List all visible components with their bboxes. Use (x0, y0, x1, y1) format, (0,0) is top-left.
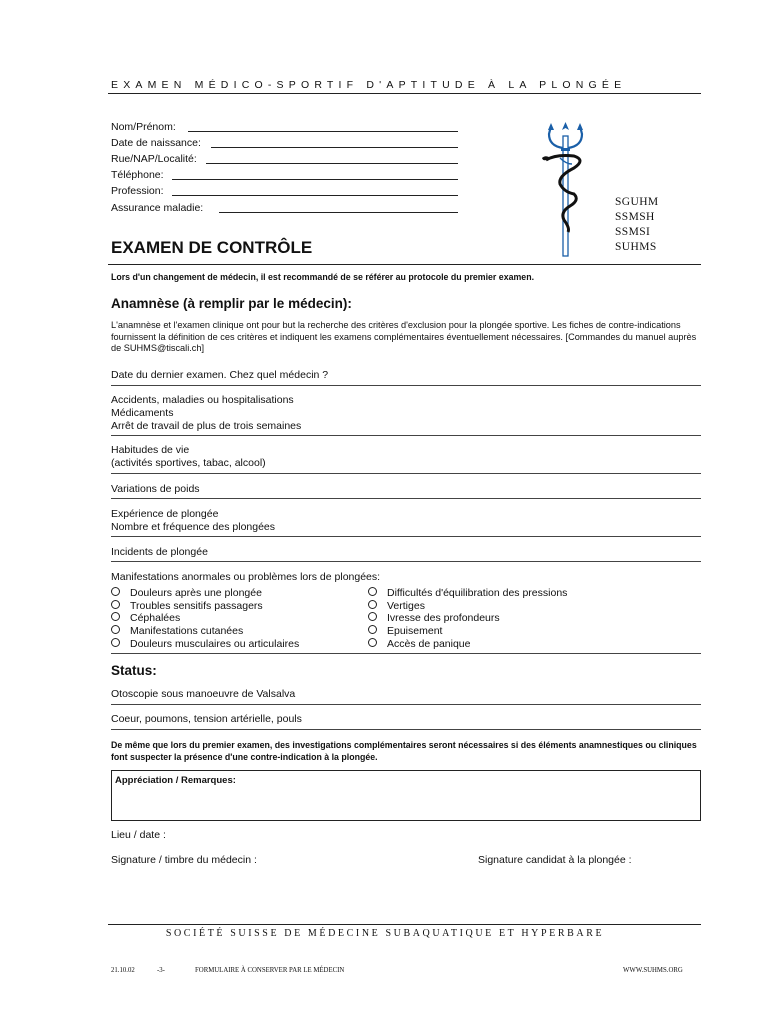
question-accidents: Accidents, maladies ou hospitalisations (111, 394, 294, 406)
status-cardio: Coeur, poumons, tension artérielle, pouls (111, 713, 302, 725)
answer-line[interactable] (111, 653, 701, 654)
appreciation-box[interactable] (111, 770, 701, 821)
question-habits: Habitudes de vie (111, 444, 190, 456)
question-experience: Expérience de plongée (111, 508, 219, 520)
trident-caduceus-icon (534, 120, 598, 260)
appreciation-label: Appréciation / Remarques: (115, 775, 236, 786)
answer-line[interactable] (111, 473, 701, 474)
radio-circle-icon (111, 600, 120, 609)
question-frequency: Nombre et fréquence des plongées (111, 521, 276, 533)
answer-line[interactable] (111, 435, 701, 436)
footer-rule (108, 924, 701, 925)
radio-circle-icon (111, 587, 120, 596)
address-field[interactable] (206, 163, 458, 164)
radio-circle-icon (111, 625, 120, 634)
answer-line[interactable] (111, 498, 701, 499)
footer-website[interactable]: WWW.SUHMS.ORG (623, 967, 683, 974)
question-incidents: Incidents de plongée (111, 546, 208, 558)
footer-society: SOCIÉTÉ SUISSE DE MÉDECINE SUBAQUATIQUE ET HYPERBARE (165, 928, 605, 939)
option-panic[interactable]: Accès de panique (368, 638, 470, 650)
option-exhaustion[interactable]: Epuisement (368, 625, 442, 637)
option-narcosis[interactable]: Ivresse des profondeurs (368, 612, 500, 624)
option-pain-after-dive[interactable]: Douleurs après une plongée (111, 587, 262, 599)
intro-note: Lors d'un changement de médecin, il est recommandé de se référer au protocole du premier examen. (111, 272, 535, 282)
place-date-label: Lieu / date : (111, 829, 166, 841)
page-title: EXAMEN DE CONTRÔLE (111, 238, 313, 257)
name-label: Nom/Prénom: (111, 121, 176, 133)
header-rule (108, 93, 701, 94)
org-code-suhms: SUHMS (615, 241, 657, 253)
insurance-field[interactable] (219, 212, 458, 213)
doctor-signature-label: Signature / timbre du médecin : (111, 854, 257, 866)
option-headaches[interactable]: Céphalées (111, 612, 180, 624)
birthdate-field[interactable] (211, 147, 458, 148)
radio-circle-icon (368, 638, 377, 647)
candidate-signature-label: Signature candidat à la plongée : (478, 854, 632, 866)
question-habits-detail: (activités sportives, tabac, alcool) (111, 457, 266, 469)
option-vertigo[interactable]: Vertiges (368, 600, 425, 612)
radio-circle-icon (368, 612, 377, 621)
question-medications: Médicaments (111, 407, 174, 419)
footer-note: FORMULAIRE À CONSERVER PAR LE MÉDECIN (195, 967, 345, 974)
answer-line[interactable] (111, 704, 701, 705)
org-code-ssmsh: SSMSH (615, 211, 655, 223)
status-title: Status: (111, 663, 157, 678)
status-otoscopy: Otoscopie sous manoeuvre de Valsalva (111, 688, 296, 700)
radio-circle-icon (368, 600, 377, 609)
option-pressure-equalization[interactable]: Difficultés d'équilibration des pressions (368, 587, 567, 599)
anamnese-title: Anamnèse (à remplir par le médecin): (111, 296, 352, 311)
phone-label: Téléphone: (111, 169, 164, 181)
org-code-sguhm: SGUHM (615, 196, 659, 208)
document-header-title: EXAMEN MÉDICO-SPORTIF D'APTITUDE À LA PLONGÉE (111, 79, 627, 91)
insurance-label: Assurance maladie: (111, 202, 204, 214)
phone-field[interactable] (172, 179, 458, 180)
answer-line[interactable] (111, 536, 701, 537)
answer-line[interactable] (111, 729, 701, 730)
radio-circle-icon (111, 612, 120, 621)
profession-field[interactable] (172, 195, 458, 196)
profession-label: Profession: (111, 185, 164, 197)
answer-line[interactable] (111, 385, 701, 386)
title-rule (108, 264, 701, 265)
radio-circle-icon (368, 587, 377, 596)
anamnese-description: L'anamnèse et l'examen clinique ont pour but la recherche des critères d'exclusion pour la plongée sportive. Les fiches de contre-indications fournissent la définition de ces critères et indiquent les examens complémentaires éventuellement nécessaires. [Commandes du manuel auprès de SUHMS@tiscali.ch] (111, 320, 697, 353)
question-weight: Variations de poids (111, 483, 200, 495)
question-work-stop: Arrêt de travail de plus de trois semaines (111, 420, 302, 432)
footer-date: 21.10.02 (111, 967, 135, 974)
radio-circle-icon (368, 625, 377, 634)
option-muscle-joint-pain[interactable]: Douleurs musculaires ou articulaires (111, 638, 299, 650)
option-sensory-disorders[interactable]: Troubles sensitifs passagers (111, 600, 263, 612)
question-last-exam: Date du dernier examen. Chez quel médecin ? (111, 369, 329, 381)
manifestations-label: Manifestations anormales ou problèmes lors de plongées: (111, 571, 381, 583)
name-field[interactable] (188, 131, 458, 132)
status-note: De même que lors du premier examen, des investigations complémentaires seront nécessaires si des éléments anamnestiques ou cliniques font suspecter la présence d'une contre-indication à la plongée. (111, 740, 697, 762)
birthdate-label: Date de naissance: (111, 137, 201, 149)
radio-circle-icon (111, 638, 120, 647)
org-code-ssmsi: SSMSI (615, 226, 651, 238)
option-skin-manifestations[interactable]: Manifestations cutanées (111, 625, 243, 637)
answer-line[interactable] (111, 561, 701, 562)
address-label: Rue/NAP/Localité: (111, 153, 197, 165)
footer-page-number: -3- (157, 967, 165, 974)
